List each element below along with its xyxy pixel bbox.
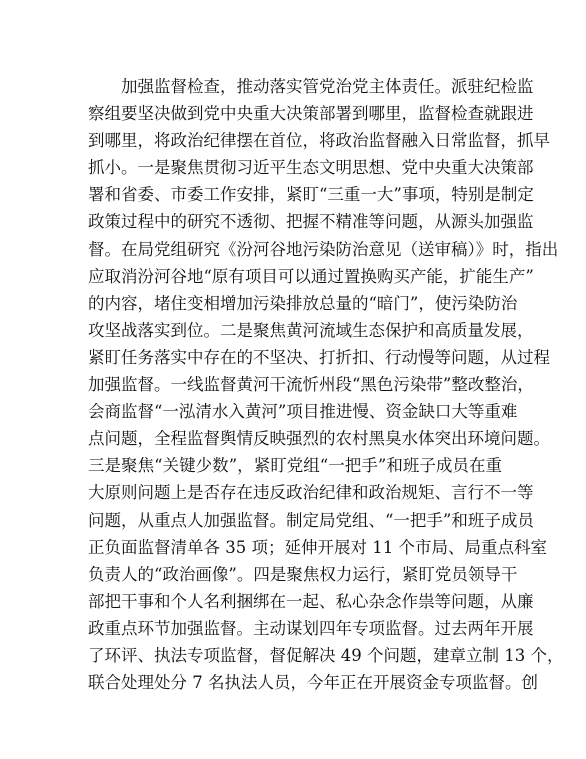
text-line: 攻坚战落实到位。二是聚焦黄河流域生态保护和高质量发展， bbox=[88, 320, 534, 340]
body-paragraph bbox=[88, 73, 564, 696]
text-line: 负责人的“政治画像”。四是聚焦权力运行，紧盯党员领导干 bbox=[88, 564, 518, 584]
text-line: 到哪里，将政治纪律摆在首位，将政治监督融入日常监督，抓早 bbox=[88, 131, 550, 151]
text-line: 加强监督。一线监督黄河干流忻州段“黑色污染带”整改整治， bbox=[88, 375, 534, 395]
text-line: 会商监督“一泓清水入黄河”项目推进慢、资金缺口大等重难 bbox=[88, 402, 518, 422]
text-line: 政策过程中的研究不透彻、把握不精准等问题，从源头加强监 bbox=[88, 212, 534, 232]
text-line: 点问题，全程监督舆情反映强烈的农村黑臭水体突出环境问题。 bbox=[88, 429, 550, 449]
text-line: 问题，从重点人加强监督。制定局党组、“一把手”和班子成员 bbox=[88, 510, 534, 530]
text-line: 部把干事和个人名利捆绑在一起、私心杂念作祟等问题，从廉 bbox=[88, 591, 534, 611]
text-line: 应取消汾河谷地“原有项目可以通过置换购买产能，扩能生产” bbox=[88, 266, 534, 286]
text-line: 大原则问题上是否存在违反政治纪律和政治规矩、言行不一等 bbox=[88, 483, 534, 503]
text-line: 联合处理处分 7 名执法人员，今年正在开展资金专项监督。创 bbox=[88, 673, 538, 693]
text-line: 抓小。一是聚焦贯彻习近平生态文明思想、党中央重大决策部 bbox=[88, 158, 534, 178]
text-line: 署和省委、市委工作安排，紧盯“三重一大”事项，特别是制定 bbox=[88, 185, 534, 205]
text-line: 察组要坚决做到党中央重大决策部署到哪里，监督检查就跟进 bbox=[88, 104, 534, 124]
text-line: 加强监督检查，推动落实管党治党主体责任。派驻纪检监 bbox=[121, 77, 534, 96]
text-line: 正负面监督清单各 35 项；延伸开展对 11 个市局、局重点科室 bbox=[88, 537, 547, 557]
text-line: 政重点环节加强监督。主动谋划四年专项监督。过去两年开展 bbox=[88, 618, 534, 638]
text-line: 了环评、执法专项监督，督促解决 49 个问题，建章立制 13 个， bbox=[88, 645, 564, 665]
text-line: 三是聚焦“关键少数”，紧盯党组“一把手”和班子成员在重 bbox=[88, 456, 502, 476]
text-line: 的内容，堵住变相增加污染排放总量的“暗门”，使污染防治 bbox=[88, 293, 518, 313]
text-line: 督。在局党组研究《汾河谷地污染防治意见（送审稿）》时，指出 bbox=[88, 239, 559, 259]
text-line: 紧盯任务落实中存在的不坚决、打折扣、行动慢等问题，从过程 bbox=[88, 347, 550, 367]
